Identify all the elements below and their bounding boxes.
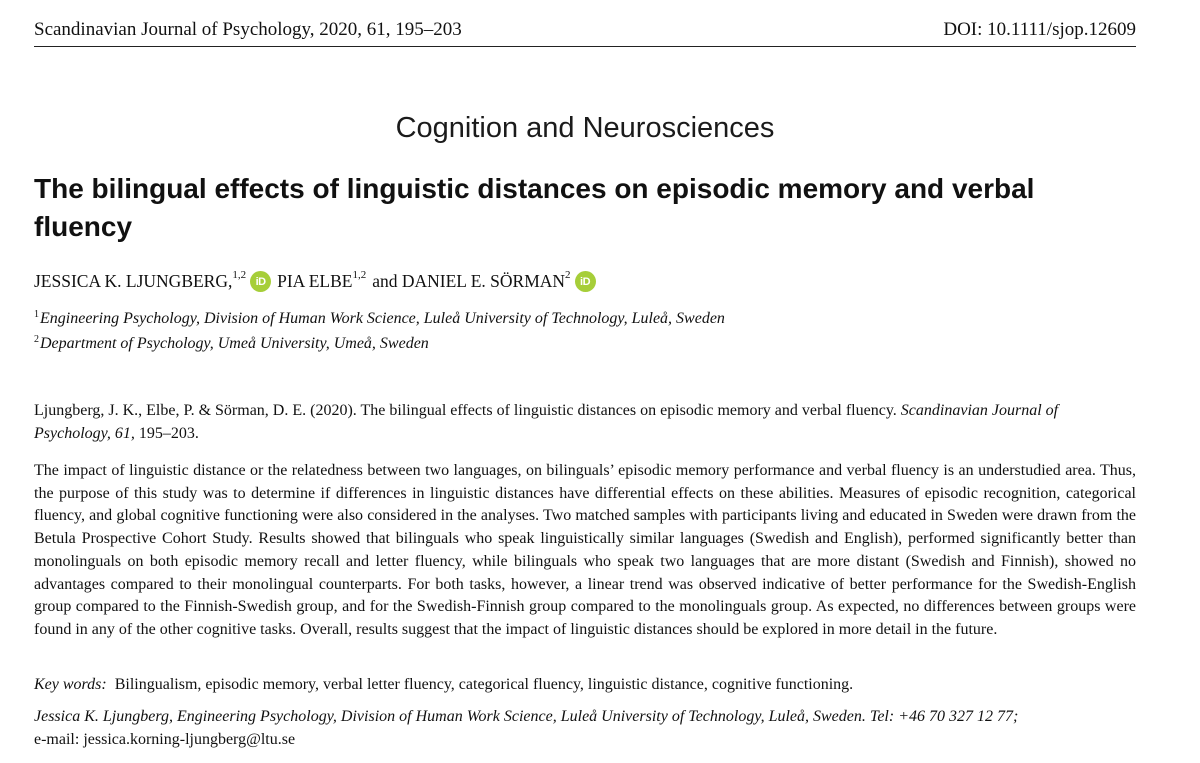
section-heading: Cognition and Neurosciences (395, 112, 775, 144)
orcid-icon[interactable]: iD (575, 271, 596, 292)
affiliation-text: Department of Psychology, Umeå University, Umeå, Sweden (40, 335, 429, 352)
affiliation-text: Engineering Psychology, Division of Human Work Science, Luleå University of Technology, Luleå, Sweden (40, 310, 725, 327)
keywords (34, 674, 1136, 696)
abstract: The impact of linguistic distance or the relatedness between two languages, on bilinguals’ episodic memory performance and verbal fluency is an understudied area. Thus, the purpose of this study was to determine if differences in linguistic distances have differential effects on these abilities. Measures of episodic recognition, categorical fluency, and global cognitive functioning were also considered in the analyses. Two matched samples with participants living and educated in Sweden were drawn from the Betula Prospective Cohort Study. Results showed that bilinguals who speak linguistically similar languages (Swedish and English), performed significantly better than monolinguals on both episodic memory recall and letter fluency, while bilinguals who speak two languages that are more distant (Swedish and Finnish), showed no advantages compared to their monolingual counterparts. For both tasks, however, a linear trend was observed indicative of better performance for the Swedish-English group compared to the Finnish-Swedish group, and for the Swedish-Finnish group compared to the monolinguals group. As expected, no differences between groups were found in any of the other cognitive tasks. Overall, results suggest that the impact of linguistic distances should be explored in more detail in the future. (34, 462, 1136, 638)
author-affiliation-mark: 2 (565, 268, 571, 281)
correspondence-email[interactable]: e-mail: jessica.korning-ljungberg@ltu.se (34, 730, 296, 748)
affiliation-number: 2 (34, 334, 39, 345)
author-affiliation-mark: 1,2 (232, 268, 247, 281)
correspondence (34, 706, 1144, 751)
journal-reference: Scandinavian Journal of Psychology, 2020, 61, 195–203 (34, 19, 462, 40)
keywords-label: Key words: (34, 676, 107, 693)
orcid-icon[interactable]: iD (250, 271, 271, 292)
citation-text: Ljungberg, J. K., Elbe, P. & Sörman, D. E. (2020). The bilingual effects of linguistic distances on episodic memory and verbal fluency. (34, 402, 897, 419)
citation-journal: Scandinavian Journal of Psychology, 61, (34, 402, 1059, 442)
author-affiliation-mark: 1,2 (352, 268, 367, 281)
article-title: The bilingual effects of linguistic distances on episodic memory and verbal fluency (34, 173, 1035, 242)
citation (34, 399, 1136, 445)
affiliation-number: 1 (34, 309, 39, 320)
affiliation-list (34, 307, 725, 357)
affiliation-item (34, 332, 725, 357)
author-name: PIA ELBE (277, 271, 353, 291)
keywords-text: Bilingualism, episodic memory, verbal letter fluency, categorical fluency, linguistic distance, cognitive functioning. (114, 676, 854, 693)
author-name: JESSICA K. LJUNGBERG, (34, 271, 233, 291)
affiliation-item (34, 307, 725, 332)
doi-label[interactable]: DOI: 10.1111/sjop.12609 (943, 19, 1136, 40)
running-header (34, 18, 1136, 42)
header-divider (34, 46, 1136, 47)
author-name: and DANIEL E. SÖRMAN (372, 271, 566, 291)
citation-pages: 195–203. (138, 425, 199, 442)
correspondence-address: Jessica K. Ljungberg, Engineering Psychology, Division of Human Work Science, Luleå University of Technology, Luleå, Sweden. Tel: +46 70 327 12 77; (34, 708, 1019, 725)
author-list (34, 268, 602, 292)
